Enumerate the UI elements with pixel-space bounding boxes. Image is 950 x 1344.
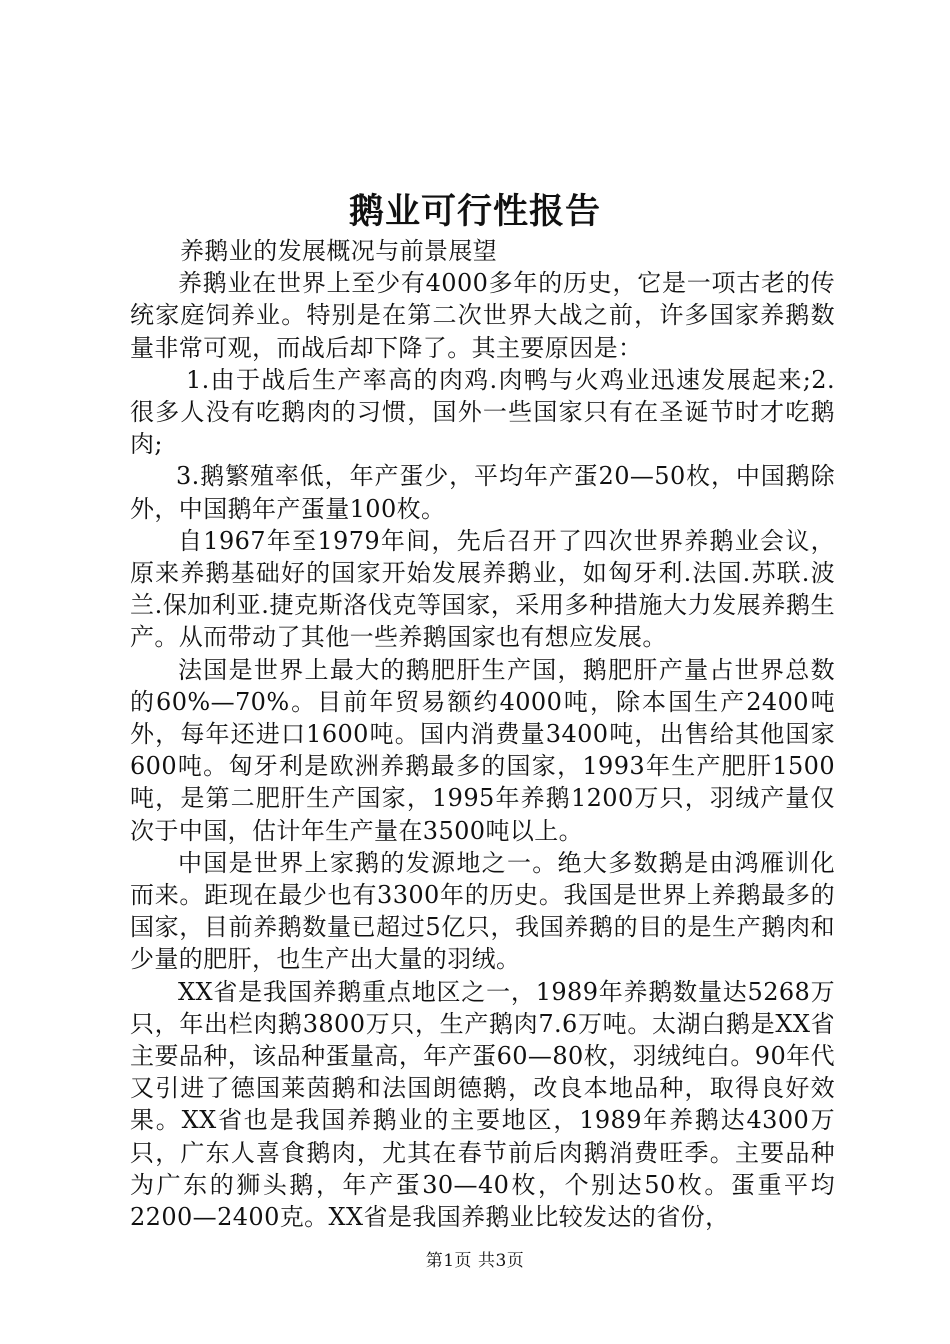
document-title: 鹅业可行性报告 [348,192,601,232]
paragraph-list-item: 1.由于战后生产率高的肉鸡.肉鸭与火鸡业迅速发展起来;2.很多人没有吃鹅肉的习惯，国外一些国家只有在圣诞节时才吃鹅肉; [130,365,835,459]
paragraph: XX省是我国养鹅重点地区之一，1989年养鹅数量达5268万只，年出栏肉鹅3800万只，生产鹅肉7.6万吨。太湖白鹅是XX省主要品种，该品种蛋量高，年产蛋60—80枚，羽绒纯白。90年代又引进了德国莱茵鹅和法国朗德鹅，改良本地品种，取得良好效果。XX省也是我国养鹅业的主要地区，1989年养鹅达4300万只，广东人喜食鹅肉，尤其在春节前后肉鹅消费旺季。主要品种为广东的狮头鹅，年产蛋30—40枚，个别达50枚。蛋重平均2200—2400克。XX省是我国养鹅业比较发达的省份， [130,977,835,1232]
paragraph: 自1967年至1979年间，先后召开了四次世界养鹅业会议，原来养鹅基础好的国家开始发展养鹅业，如匈牙利.法国.苏联.波兰.保加利亚.捷克斯洛伐克等国家，采用多种措施大力发展养鹅生产。从而带动了其他一些养鹅国家也有想应发展。 [130,526,835,652]
section-subtitle: 养鹅业的发展概况与前景展望 [180,237,498,265]
paragraph: 养鹅业在世界上至少有4000多年的历史，它是一项古老的传统家庭饲养业。特别是在第二次世界大战之前，许多国家养鹅数量非常可观，而战后却下降了。其主要原因是： [130,269,835,362]
paragraph-list-item: 3.鹅繁殖率低，年产蛋少，平均年产蛋20—50枚，中国鹅除外，中国鹅年产蛋量100枚。 [130,462,835,523]
paragraph: 中国是世界上家鹅的发源地之一。绝大多数鹅是由鸿雁训化而来。距现在最少也有3300年的历史。我国是世界上养鹅最多的国家，目前养鹅数量已超过5亿只，我国养鹅的目的是生产鹅肉和少量的肥肝，也生产出大量的羽绒。 [130,848,835,974]
paragraph: 法国是世界上最大的鹅肥肝生产国，鹅肥肝产量占世界总数的60%—70%。目前年贸易额约4000吨，除本国生产2400吨外，每年还进口1600吨。国内消费量3400吨，出售给其他国家600吨。匈牙利是欧洲养鹅最多的国家，1993年生产肥肝1500吨，是第二肥肝生产国家，1995年养鹅1200万只，羽绒产量仅次于中国，估计年生产量在3500吨以上。 [130,655,835,845]
document-body [130,235,835,1233]
page-footer: 第1页 共3页 [425,1251,525,1271]
